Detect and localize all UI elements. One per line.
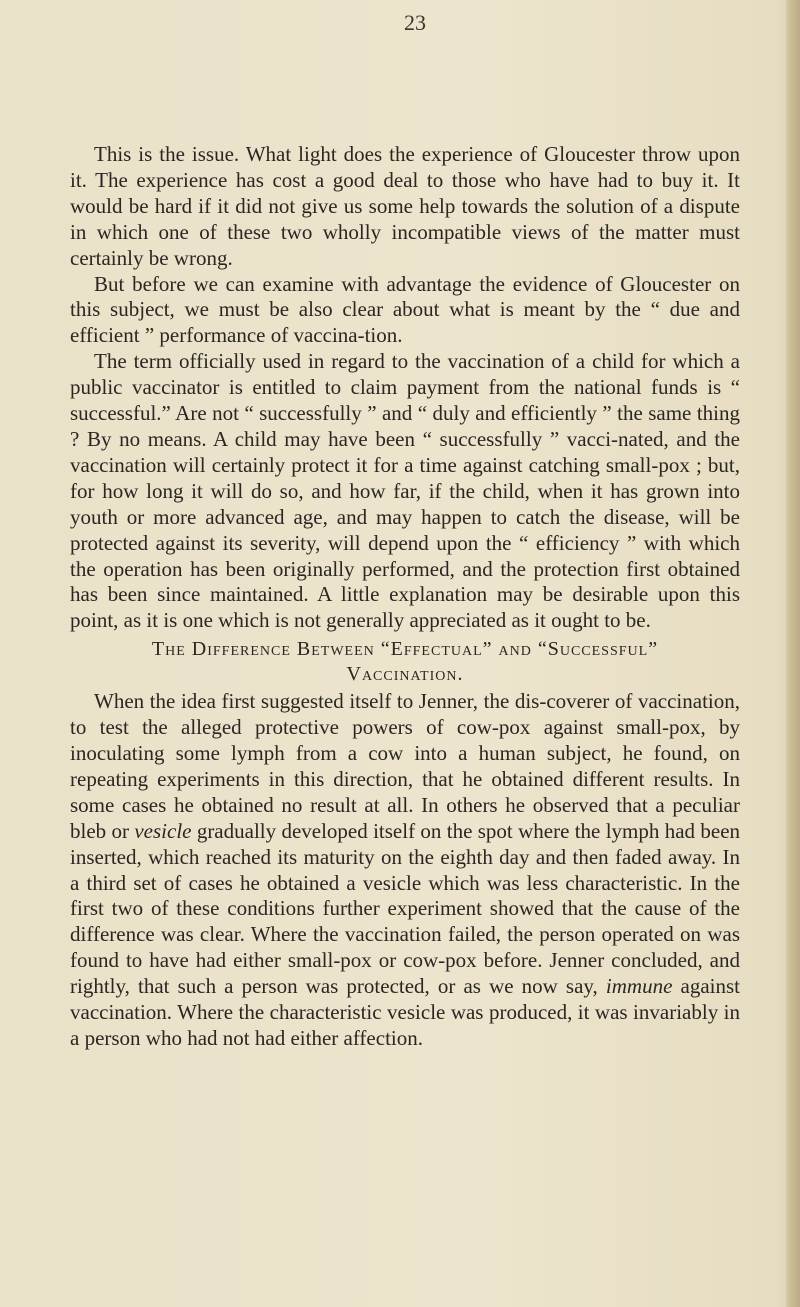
page-number: 23 [404, 10, 426, 35]
paragraph-3: The term officially used in regard to the vaccination of a child for which a public vaccinator is entitled to claim payment from the national funds is “ successful.” Are not “ successfully ” and “ duly and efficiently ” the same thing ? By no means. A child may have been “ successfully ” vacci-nated, and the vaccination will certainly protect it for a time against catching small-pox ; but, for how long it will do so, and how far, if the child, when it has grown into youth or more advanced age, and may happen to catch the disease, will be protected against its severity, will depend upon the “ efficiency ” with which the operation has been originally performed, and the protection first obtained has been since maintained. A little explanation may be desirable upon this point, as it is one which is not generally appreciated as it ought to be. [70, 349, 740, 633]
paragraph-2: But before we can examine with advantage the evidence of Gloucester on this subject, we must be also clear about what is meant by the “ due and efficient ” performance of vaccina-tion. [70, 271, 740, 348]
term-vesicle: vesicle [134, 818, 192, 843]
section-heading-line-2: Vaccination. [346, 663, 464, 686]
section-heading [70, 637, 740, 687]
paragraph-4-part-2: gradually developed itself on the spot where the lymph had been inserted, which reached its maturity on the eighth day and then faded away. In a third set of cases he obtained a vesicle which was less characteristic. In the first two of these conditions further experiment showed that the cause of the difference was clear. Where the vaccination failed, the person operated on was found to have had either small-pox or cow-pox before. Jenner concluded, and rightly, that such a person was protected, or as we now say, [70, 818, 741, 999]
term-immune: immune [605, 974, 673, 999]
section-heading-line-1: The Difference Between “Effectual” and “Successful” [151, 638, 659, 661]
paragraph-4 [70, 689, 740, 1052]
body-text [70, 142, 740, 1052]
page-edge [786, 0, 800, 1307]
paragraph-1: This is the issue. What light does the experience of Gloucester throw upon it. The experience has cost a good deal to those who have had to buy it. It would be hard if it did not give us some help towards the solution of a dispute in which one of these two wholly incompatible views of the matter must certainly be wrong. [70, 142, 740, 270]
paragraph-4-part-3: against vaccination. Where the characteristic vesicle was produced, it was invariably in a person who had not had either affection. [70, 974, 741, 1050]
paragraph-4-part-1: When the idea first suggested itself to Jenner, the dis-coverer of vaccination, to test the alleged protective powers of cow-pox against small-pox, by inoculating some lymph from a cow into a human subject, he found, on repeating experiments in this direction, that he obtained different results. In some cases he obtained no result at all. In others he observed that a peculiar bleb or [70, 689, 740, 843]
